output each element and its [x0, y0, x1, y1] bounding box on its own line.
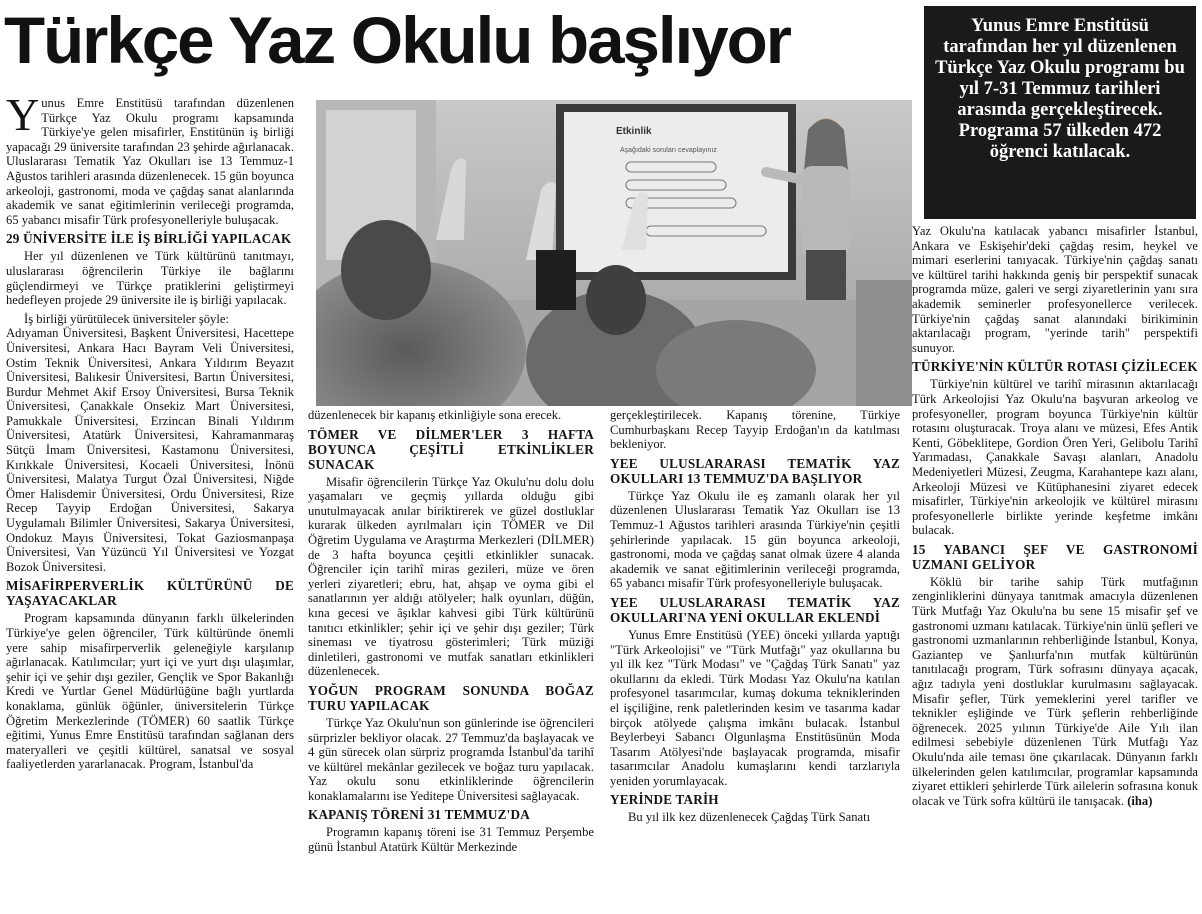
subheading-closing: KAPANIŞ TÖRENİ 31 TEMMUZ'DA: [308, 807, 530, 823]
subheading-bosphorus: YOĞUN PROGRAM SONUNDA BOĞAZ TURU YAPILACAK: [308, 682, 594, 713]
paragraph: Türkçe Yaz Okulu'nun son günlerinde ise öğrencileri sürprizler bekliyor olacak. 27 Temmuz'da başlayacak ve 4 gün sürecek olan sürpriz programda İstanbul'da tarihî ve kültürel mekânlar gezilecek ve boğaz turu yapılacak. Yaz okulu sonu etkinliklerinde öğrencilerin konaklamalarını ise Yeditepe Üniversitesi sağlayacak.: [308, 715, 594, 803]
headline: Türkçe Yaz Okulu başlıyor: [4, 3, 790, 77]
subheading-tomer: TÖMER VE DİLMER'LER 3 HAFTA BOYUNCA ÇEŞİTLİ ETKİNLİKLER SUNACAK: [308, 426, 594, 472]
paragraph: Köklü bir tarihe sahip Türk mutfağının zenginliklerini dünyaya tanıtmak amacıyla düzenlenen Türk Mutfağı Yaz Okulu'na bu sene 15 misafir şef ve gastronomi uzmanı katılacak. Türkiye'nin ünlü şefleri ve gastronomi uzmanlarının rehberliğinde İstanbul, Konya, Gaziantep ve Şanlıurfa'nın mutfak kültürünün tanıtılacağı program, Türk sofrasını dünyaya açacak, ağız tadıyla yeni dostluklar kurulmasını sağlayacak. Misafir şefler, Türk yemeklerini yerel tarifler ve teknikler eşliğinde ve Türk şeflerin rehberliğinde öğrenecek. 2025 yılının Türkiye'de Aile Yılı ilan edilmesi sebebiyle düzenlenen Türk Mutfağı Yaz Okulu'nda aile teması öne çıkarılacak. Dünyanın farklı ülkelerinden gelen katılımcılar, programlar kapsamında ziyaret ettikleri şehirlerde Türk ailelerin sofrasına konuk olacak ve Türk sofra kültürü ile tanışacak. (iha): [912, 574, 1198, 808]
paragraph: Yaz Okulu'na katılacak yabancı misafirler İstanbul, Ankara ve Eskişehir'deki çağdaş resim, heykel ve mimari eserlerini tanıyacak. Türkiye'nin çağdaş sanatı ve kültürel tarihi hakkında geniş bir perspektif sunacak programda müze, galeri ve sergi ziyaretlerinin yanı sıra akademik seminerler profesyonellerce verilecek. Türkiye'nin çağdaş sanat alanındaki birikiminin aktarılacağı program, "yerinde tarih" perspektifi sunuyor.: [912, 224, 1198, 355]
intro-paragraph: Yunus Emre Enstitüsü tarafından düzenlenen Türkçe Yaz Okulu programı kapsamında Türkiye'ye gelen misafirler, Enstitünün iş birliği yapacağı 29 üniversite tarafından 23 şehirde ağırlanacak. Uluslararası Tematik Yaz Okulları ise 13 Temmuz-1 Ağustos tarihleri arasında düzenlenecek. 15 gün boyunca arkeoloji, gastronomi, moda ve çağdaş sanat alanlarında akademik ve sanat eğitimlerinin verileceği programda, 65 yabancı misafir Türk profesyonelleriyle buluşacak.: [6, 96, 294, 227]
subheading-new-schools: YEE ULUSLARARASI TEMATİK YAZ OKULLARI'NA YENİ OKULLAR EKLENDİ: [610, 594, 900, 625]
university-list: Adıyaman Üniversitesi, Başkent Üniversitesi, Hacettepe Üniversitesi, Ankara Hacı Bayram Veli Üniversitesi, Ostim Teknik Üniversitesi, Ankara Yıldırım Beyazıt Üniversitesi, Balıkesir Üniversitesi, Bartın Üniversitesi, Burdur Mehmet Akif Ersoy Üniversitesi, Bursa Teknik Üniversitesi, Çanakkale Onsekiz Mart Üniversitesi, Pamukkale Üniversitesi, Erzincan Binali Yıldırım Üniversitesi, Atatürk Üniversitesi, Kahramanmaraş Sütçü İmam Üniversitesi, Kastamonu Üniversitesi, Kırıkkale Üniversitesi, Kocaeli Üniversitesi, İnönü Üniversitesi, Malatya Turgut Özal Üniversitesi, Niğde Ömer Halisdemir Üniversitesi, Ordu Üniversitesi, Rize Recep Tayyip Erdoğan Üniversitesi, Sakarya Uygulamalı Bilimler Üniversitesi, Sakarya Üniversitesi, Ondokuz Mayıs Üniversitesi, Tokat Gaziosmanpaşa Üniversitesi, Van Yüzüncü Yıl Üniversitesi ve Yozgat Bozok Üniversitesi.: [6, 326, 294, 574]
spot-summary-box: Yunus Emre Enstitüsü tarafından her yıl düzenlenen Türkçe Yaz Okulu programı bu yıl 7-31 Temmuz tarihleri arasında gerçekleştirecek. Programa 57 ülkeden 472 öğrenci katılacak.: [924, 6, 1196, 219]
paragraph: Bu yıl ilk kez düzenlenecek Çağdaş Türk Sanatı: [628, 810, 871, 825]
article-column-2: [308, 408, 594, 914]
article-photo: [316, 100, 912, 406]
subheading-hospitality: MİSAFİRPERVERLİK KÜLTÜRÜNÜ DE YAŞAYACAKLAR: [6, 578, 294, 609]
paragraph: gerçekleştirilecek. Kapanış törenine, Türkiye Cumhurbaşkanı Recep Tayyip Erdoğan'ın da katılması bekleniyor.: [610, 408, 900, 452]
whiteboard-line: Aşağıdaki soruları cevaplayınız: [620, 147, 717, 154]
subheading-chefs: 15 YABANCI ŞEF VE GASTRONOMİ UZMANI GELİYOR: [912, 541, 1198, 572]
paragraph: Türkçe Yaz Okulu ile eş zamanlı olarak her yıl düzenlenen Uluslararası Tematik Yaz Okulları ise 13 Temmuz-1 Ağustos tarihleri arasında Türkiye'nin çeşitli şehirlerinde yapılacak. 15 gün boyunca arkeoloji, gastronomi, moda ve çağdaş sanat olmak üzere 4 alanda akademik ve sanat eğitimlerinin verileceği programda, 65 yabancı misafir Türk profesyonelleriyle buluşacak.: [610, 488, 900, 591]
paragraph: Misafir öğrencilerin Türkçe Yaz Okulu'nu dolu dolu yaşamaları ve geçmiş yıllarda olduğu gibi unutulmayacak anılar biriktirerek ve güzel dostluklar kurarak ülkeden ayrılmaları için TÖMER ve Dil Öğretim Uygulama ve Araştırma Merkezleri (DİLMER) de 3 hafta boyunca çeşitli etkinlikler sunacak. Öğrenciler için tarihî miras gezileri, müze ve ören yerleri ziyaretleri; ebru, hat, ahşap ve oyma gibi el sanatlarının yer aldığı atölyeler; halk oyunları, düğün, kına gecesi ve âşıklar kahvesi gibi Türk kültürünü tanıtıcı etkinlikler; şehir içi ve şehir dışı geziler; Türk sineması ve tiyatrosu gösterimleri; Türk müziği dinletileri, gastronomi ve mutfak sanatları etkinlikleri düzenlenecek.: [308, 474, 594, 679]
paragraph: İş birliği yürütülecek üniversiteler şöyle:: [24, 311, 229, 326]
whiteboard-title: Etkinlik: [616, 126, 652, 137]
subheading-culture-route: TÜRKİYE'NİN KÜLTÜR ROTASI ÇİZİLECEK: [912, 359, 1198, 375]
article-column-4: [912, 224, 1198, 914]
classroom-photo: [316, 100, 912, 406]
paragraph: Her yıl düzenlenen ve Türk kültürünü tanıtmayı, uluslararası öğrencilerin Türkiye ile bağlarını güçlendirmeyi ve Türkçe pratiklerini geliştirmeyi hedefleyen projede 29 üniversite ile iş birliği yapılacak.: [6, 249, 294, 308]
article-column-3: [610, 408, 900, 914]
source-tag: (iha): [1127, 793, 1153, 808]
paragraph: düzenlenecek bir kapanış etkinliğiyle sona erecek.: [308, 408, 562, 422]
article-column-1: [6, 96, 294, 914]
subheading-universities: 29 ÜNİVERSİTE İLE İŞ BİRLİĞİ YAPILACAK: [6, 231, 292, 247]
subheading-thematic: YEE ULUSLARARASI TEMATİK YAZ OKULLARI 13 TEMMUZ'DA BAŞLIYOR: [610, 455, 900, 486]
paragraph: Yunus Emre Enstitüsü (YEE) önceki yıllarda yaptığı "Türk Arkeolojisi" ve "Türk Mutfağı" yaz okullarına bu yıl ilk kez "Türk Modası" ve "Çağdaş Türk Sanatı" yaz okullarını da ekledi. Türk Modası Yaz Okulu'na katılan profesyonel tasarımcılar, kumaş dokuma tekniklerinden el işçiliğine, renk paletlerinden kesim ve tasarıma kadar birçok atölyede çalışma imkânı bulacak. İstanbul Beylerbeyi Sabancı Olgunlaşma Enstitüsünün Moda Tasarım Atölyesi'nde başlayacak programda, misafir tasarımcılar Anadolu kumaşlarını kendi tarzlarıyla yeniden yorumlayacak.: [610, 627, 900, 788]
subheading-history: YERİNDE TARİH: [610, 792, 719, 808]
paragraph: Programın kapanış töreni ise 31 Temmuz Perşembe günü İstanbul Atatürk Kültür Merkezinde: [308, 825, 594, 855]
drop-cap: Y: [6, 96, 40, 140]
paragraph: Program kapsamında dünyanın farklı ülkelerinden Türkiye'ye gelen öğrenciler, Türk kültüründe önemli yere sahip misafirperverlik geleneğiyle karşılanıp ağırlanacak. Katılımcılar; yurt içi ve yurt dışı ulaşımlar, şehir içi ve şehir dışı geziler, Gençlik ve Spor Bakanlığı Kredi ve Yurtlar Genel Müdürlüğüne bağlı yurtlarda konaklama, günlük öğünler, üniversitelerin Türkçe Öğretim Merkezlerinde (TÖMER) 60 saatlik Türkçe eğitimi, Yunus Emre Enstitüsü tarafından sağlanan ders materyalleri ve çeşitli kültürel, sanatsal ve sosyal faaliyetlerden yararlanacak. Program, İstanbul'da: [6, 611, 294, 772]
paragraph: Türkiye'nin kültürel ve tarihî mirasının aktarılacağı Türk Arkeolojisi Yaz Okulu'na başvuran arkeolog ve profesyoneller, program boyunca Türkiye'nin kültür rotasını oluşturacak. Troya alanı ve müzesi, Efes Antik Kenti, Göbeklitepe, Gordion Ören Yeri, Gelibolu Tarihî Yarımadası, Çanakkale Savaşı alanları, Anadolu Medeniyetleri Müzesi, Zeugma, Karahantepe kazı alanı, Arkeoloji Müzesi ve Kütüphanesini ziyaret edecek misafirler, Türkiye'nin arkeolojik ve kültürel mirasını profesyonellerle birlikte yerinde keşfetme imkânı bulacak.: [912, 377, 1198, 538]
